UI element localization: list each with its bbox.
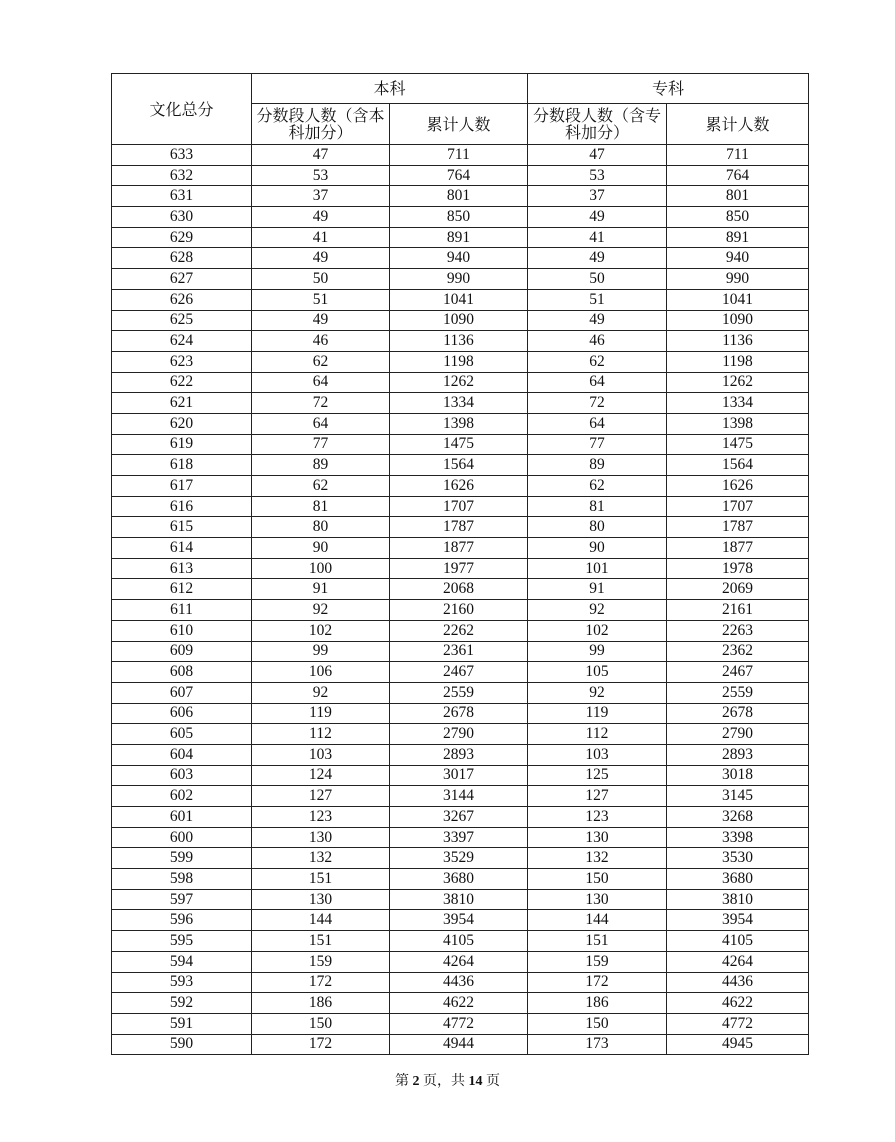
cell-undergrad-cumulative: 1877 xyxy=(390,538,528,559)
cell-junior-cumulative: 4105 xyxy=(667,931,809,952)
cell-junior-count: 105 xyxy=(528,662,667,683)
table-row xyxy=(112,310,809,331)
cell-undergrad-count: 172 xyxy=(252,1034,390,1055)
cell-junior-cumulative: 891 xyxy=(667,227,809,248)
cell-total-score: 591 xyxy=(112,1013,252,1034)
cell-undergrad-cumulative: 3267 xyxy=(390,807,528,828)
cell-total-score: 593 xyxy=(112,972,252,993)
cell-undergrad-count: 99 xyxy=(252,641,390,662)
footer-page-number: 2 xyxy=(412,1074,420,1089)
cell-total-score: 603 xyxy=(112,765,252,786)
cell-total-score: 612 xyxy=(112,579,252,600)
cell-junior-cumulative: 3530 xyxy=(667,848,809,869)
header-total-score: 文化总分 xyxy=(112,74,252,145)
cell-junior-cumulative: 2069 xyxy=(667,579,809,600)
cell-junior-count: 81 xyxy=(528,496,667,517)
cell-undergrad-count: 112 xyxy=(252,724,390,745)
cell-undergrad-count: 49 xyxy=(252,207,390,228)
cell-undergrad-cumulative: 711 xyxy=(390,145,528,166)
cell-junior-count: 51 xyxy=(528,289,667,310)
cell-undergrad-count: 41 xyxy=(252,227,390,248)
table-row xyxy=(112,248,809,269)
cell-total-score: 622 xyxy=(112,372,252,393)
cell-junior-cumulative: 4436 xyxy=(667,972,809,993)
table-row xyxy=(112,351,809,372)
footer-prefix: 第 xyxy=(395,1074,409,1089)
table-row xyxy=(112,807,809,828)
cell-undergrad-cumulative: 2262 xyxy=(390,620,528,641)
table-row xyxy=(112,1013,809,1034)
cell-undergrad-cumulative: 1090 xyxy=(390,310,528,331)
cell-junior-count: 49 xyxy=(528,248,667,269)
cell-junior-cumulative: 3810 xyxy=(667,889,809,910)
table-row xyxy=(112,558,809,579)
cell-junior-cumulative: 4772 xyxy=(667,1013,809,1034)
cell-junior-count: 64 xyxy=(528,413,667,434)
footer-total-pages: 14 xyxy=(468,1074,483,1089)
cell-total-score: 626 xyxy=(112,289,252,310)
cell-total-score: 610 xyxy=(112,620,252,641)
cell-undergrad-count: 89 xyxy=(252,455,390,476)
cell-undergrad-count: 102 xyxy=(252,620,390,641)
cell-undergrad-count: 119 xyxy=(252,703,390,724)
table-row xyxy=(112,662,809,683)
table-row xyxy=(112,786,809,807)
table-row xyxy=(112,827,809,848)
cell-undergrad-count: 62 xyxy=(252,476,390,497)
cell-junior-cumulative: 4622 xyxy=(667,993,809,1014)
cell-junior-count: 151 xyxy=(528,931,667,952)
cell-undergrad-cumulative: 1977 xyxy=(390,558,528,579)
cell-junior-count: 102 xyxy=(528,620,667,641)
cell-junior-cumulative: 2893 xyxy=(667,744,809,765)
cell-junior-count: 99 xyxy=(528,641,667,662)
cell-junior-count: 173 xyxy=(528,1034,667,1055)
cell-undergrad-count: 130 xyxy=(252,889,390,910)
table-row xyxy=(112,165,809,186)
cell-undergrad-cumulative: 2160 xyxy=(390,600,528,621)
cell-undergrad-count: 172 xyxy=(252,972,390,993)
cell-undergrad-cumulative: 990 xyxy=(390,269,528,290)
cell-undergrad-cumulative: 1398 xyxy=(390,413,528,434)
cell-junior-cumulative: 4945 xyxy=(667,1034,809,1055)
cell-undergrad-count: 46 xyxy=(252,331,390,352)
cell-total-score: 600 xyxy=(112,827,252,848)
cell-total-score: 629 xyxy=(112,227,252,248)
cell-total-score: 621 xyxy=(112,393,252,414)
cell-undergrad-cumulative: 891 xyxy=(390,227,528,248)
cell-undergrad-count: 123 xyxy=(252,807,390,828)
cell-junior-count: 127 xyxy=(528,786,667,807)
cell-junior-count: 144 xyxy=(528,910,667,931)
cell-undergrad-count: 144 xyxy=(252,910,390,931)
table-row xyxy=(112,600,809,621)
table-row xyxy=(112,744,809,765)
cell-total-score: 597 xyxy=(112,889,252,910)
cell-junior-count: 49 xyxy=(528,207,667,228)
cell-junior-cumulative: 850 xyxy=(667,207,809,228)
cell-total-score: 607 xyxy=(112,682,252,703)
cell-junior-count: 72 xyxy=(528,393,667,414)
header-junior-cumulative: 累计人数 xyxy=(667,104,809,145)
cell-junior-count: 159 xyxy=(528,951,667,972)
cell-junior-count: 92 xyxy=(528,600,667,621)
score-distribution-table xyxy=(111,73,809,1055)
cell-junior-count: 103 xyxy=(528,744,667,765)
cell-junior-count: 80 xyxy=(528,517,667,538)
cell-total-score: 611 xyxy=(112,600,252,621)
cell-junior-cumulative: 1787 xyxy=(667,517,809,538)
cell-total-score: 623 xyxy=(112,351,252,372)
cell-undergrad-count: 51 xyxy=(252,289,390,310)
cell-undergrad-cumulative: 2790 xyxy=(390,724,528,745)
cell-junior-cumulative: 2678 xyxy=(667,703,809,724)
cell-undergrad-cumulative: 3954 xyxy=(390,910,528,931)
cell-total-score: 609 xyxy=(112,641,252,662)
cell-junior-cumulative: 1877 xyxy=(667,538,809,559)
cell-junior-count: 172 xyxy=(528,972,667,993)
cell-junior-count: 91 xyxy=(528,579,667,600)
cell-total-score: 608 xyxy=(112,662,252,683)
cell-junior-cumulative: 1475 xyxy=(667,434,809,455)
cell-junior-count: 150 xyxy=(528,1013,667,1034)
cell-undergrad-cumulative: 1198 xyxy=(390,351,528,372)
cell-undergrad-count: 150 xyxy=(252,1013,390,1034)
table-row xyxy=(112,186,809,207)
cell-undergrad-cumulative: 4944 xyxy=(390,1034,528,1055)
cell-total-score: 627 xyxy=(112,269,252,290)
cell-junior-cumulative: 2467 xyxy=(667,662,809,683)
page-footer xyxy=(0,1070,895,1090)
cell-undergrad-cumulative: 2467 xyxy=(390,662,528,683)
cell-undergrad-count: 50 xyxy=(252,269,390,290)
cell-junior-count: 62 xyxy=(528,351,667,372)
cell-undergrad-count: 106 xyxy=(252,662,390,683)
cell-undergrad-count: 92 xyxy=(252,600,390,621)
cell-junior-cumulative: 764 xyxy=(667,165,809,186)
cell-undergrad-count: 81 xyxy=(252,496,390,517)
cell-undergrad-count: 62 xyxy=(252,351,390,372)
table-row xyxy=(112,641,809,662)
cell-total-score: 592 xyxy=(112,993,252,1014)
cell-undergrad-cumulative: 2068 xyxy=(390,579,528,600)
table-row xyxy=(112,910,809,931)
cell-total-score: 616 xyxy=(112,496,252,517)
table-row xyxy=(112,227,809,248)
cell-junior-cumulative: 1041 xyxy=(667,289,809,310)
cell-undergrad-cumulative: 3810 xyxy=(390,889,528,910)
table-row xyxy=(112,538,809,559)
cell-total-score: 618 xyxy=(112,455,252,476)
cell-undergrad-cumulative: 2678 xyxy=(390,703,528,724)
cell-total-score: 620 xyxy=(112,413,252,434)
cell-junior-cumulative: 1978 xyxy=(667,558,809,579)
cell-junior-cumulative: 711 xyxy=(667,145,809,166)
table-row xyxy=(112,931,809,952)
table-row xyxy=(112,951,809,972)
cell-undergrad-count: 127 xyxy=(252,786,390,807)
cell-junior-cumulative: 3018 xyxy=(667,765,809,786)
table-row xyxy=(112,476,809,497)
cell-undergrad-cumulative: 2893 xyxy=(390,744,528,765)
cell-undergrad-cumulative: 2559 xyxy=(390,682,528,703)
cell-junior-cumulative: 1564 xyxy=(667,455,809,476)
cell-junior-cumulative: 1334 xyxy=(667,393,809,414)
cell-junior-count: 64 xyxy=(528,372,667,393)
cell-junior-cumulative: 2559 xyxy=(667,682,809,703)
cell-undergrad-cumulative: 4264 xyxy=(390,951,528,972)
cell-undergrad-count: 151 xyxy=(252,869,390,890)
table-row xyxy=(112,145,809,166)
cell-total-score: 594 xyxy=(112,951,252,972)
cell-undergrad-cumulative: 1262 xyxy=(390,372,528,393)
cell-total-score: 596 xyxy=(112,910,252,931)
header-junior-group: 专科 xyxy=(528,74,809,104)
cell-junior-cumulative: 2161 xyxy=(667,600,809,621)
cell-junior-count: 119 xyxy=(528,703,667,724)
footer-middle: 页，共 xyxy=(423,1074,465,1089)
table-body xyxy=(112,145,809,1055)
table-row xyxy=(112,620,809,641)
cell-junior-cumulative: 1707 xyxy=(667,496,809,517)
cell-total-score: 630 xyxy=(112,207,252,228)
cell-undergrad-cumulative: 4622 xyxy=(390,993,528,1014)
cell-junior-count: 101 xyxy=(528,558,667,579)
table-row xyxy=(112,703,809,724)
cell-junior-cumulative: 1090 xyxy=(667,310,809,331)
table-row xyxy=(112,413,809,434)
cell-undergrad-cumulative: 3397 xyxy=(390,827,528,848)
table-row xyxy=(112,496,809,517)
cell-undergrad-cumulative: 4105 xyxy=(390,931,528,952)
cell-undergrad-cumulative: 2361 xyxy=(390,641,528,662)
cell-total-score: 590 xyxy=(112,1034,252,1055)
cell-undergrad-cumulative: 1041 xyxy=(390,289,528,310)
cell-total-score: 604 xyxy=(112,744,252,765)
cell-undergrad-count: 64 xyxy=(252,413,390,434)
cell-undergrad-count: 92 xyxy=(252,682,390,703)
cell-undergrad-cumulative: 3529 xyxy=(390,848,528,869)
cell-total-score: 595 xyxy=(112,931,252,952)
cell-undergrad-count: 47 xyxy=(252,145,390,166)
cell-junior-count: 41 xyxy=(528,227,667,248)
cell-junior-cumulative: 940 xyxy=(667,248,809,269)
cell-undergrad-count: 186 xyxy=(252,993,390,1014)
cell-junior-cumulative: 3268 xyxy=(667,807,809,828)
footer-suffix: 页 xyxy=(486,1074,500,1089)
cell-junior-cumulative: 3145 xyxy=(667,786,809,807)
header-undergrad-count: 分数段人数（含本科加分） xyxy=(252,104,390,145)
cell-junior-count: 89 xyxy=(528,455,667,476)
header-junior-count: 分数段人数（含专科加分） xyxy=(528,104,667,145)
table-header xyxy=(112,74,809,145)
cell-undergrad-count: 53 xyxy=(252,165,390,186)
cell-undergrad-cumulative: 4436 xyxy=(390,972,528,993)
cell-total-score: 614 xyxy=(112,538,252,559)
cell-total-score: 598 xyxy=(112,869,252,890)
cell-junior-cumulative: 1136 xyxy=(667,331,809,352)
cell-undergrad-count: 91 xyxy=(252,579,390,600)
cell-junior-count: 90 xyxy=(528,538,667,559)
cell-junior-cumulative: 3398 xyxy=(667,827,809,848)
cell-junior-count: 37 xyxy=(528,186,667,207)
cell-junior-count: 53 xyxy=(528,165,667,186)
cell-total-score: 601 xyxy=(112,807,252,828)
cell-total-score: 617 xyxy=(112,476,252,497)
cell-junior-cumulative: 3680 xyxy=(667,869,809,890)
cell-junior-count: 62 xyxy=(528,476,667,497)
cell-junior-cumulative: 3954 xyxy=(667,910,809,931)
cell-junior-count: 123 xyxy=(528,807,667,828)
cell-undergrad-cumulative: 1136 xyxy=(390,331,528,352)
header-undergrad-group: 本科 xyxy=(252,74,528,104)
cell-total-score: 632 xyxy=(112,165,252,186)
cell-undergrad-cumulative: 801 xyxy=(390,186,528,207)
table-row xyxy=(112,455,809,476)
cell-junior-cumulative: 2263 xyxy=(667,620,809,641)
cell-total-score: 613 xyxy=(112,558,252,579)
cell-undergrad-cumulative: 1707 xyxy=(390,496,528,517)
cell-junior-cumulative: 2790 xyxy=(667,724,809,745)
cell-total-score: 605 xyxy=(112,724,252,745)
table-row xyxy=(112,579,809,600)
cell-undergrad-count: 100 xyxy=(252,558,390,579)
cell-undergrad-count: 124 xyxy=(252,765,390,786)
table-row xyxy=(112,869,809,890)
cell-total-score: 631 xyxy=(112,186,252,207)
cell-undergrad-count: 132 xyxy=(252,848,390,869)
cell-undergrad-cumulative: 1564 xyxy=(390,455,528,476)
cell-total-score: 606 xyxy=(112,703,252,724)
table-row xyxy=(112,289,809,310)
cell-total-score: 624 xyxy=(112,331,252,352)
cell-undergrad-cumulative: 1475 xyxy=(390,434,528,455)
table-row xyxy=(112,848,809,869)
cell-undergrad-count: 103 xyxy=(252,744,390,765)
cell-undergrad-count: 77 xyxy=(252,434,390,455)
cell-undergrad-count: 130 xyxy=(252,827,390,848)
table-row xyxy=(112,889,809,910)
cell-junior-count: 47 xyxy=(528,145,667,166)
cell-undergrad-cumulative: 3680 xyxy=(390,869,528,890)
cell-undergrad-count: 159 xyxy=(252,951,390,972)
cell-junior-count: 49 xyxy=(528,310,667,331)
table-row xyxy=(112,765,809,786)
cell-junior-count: 50 xyxy=(528,269,667,290)
header-undergrad-cumulative: 累计人数 xyxy=(390,104,528,145)
cell-undergrad-count: 80 xyxy=(252,517,390,538)
cell-undergrad-cumulative: 3017 xyxy=(390,765,528,786)
cell-undergrad-count: 72 xyxy=(252,393,390,414)
cell-junior-cumulative: 1398 xyxy=(667,413,809,434)
table-row xyxy=(112,372,809,393)
table-row xyxy=(112,331,809,352)
cell-junior-count: 130 xyxy=(528,827,667,848)
cell-total-score: 619 xyxy=(112,434,252,455)
table-row xyxy=(112,269,809,290)
table-row xyxy=(112,434,809,455)
cell-junior-cumulative: 2362 xyxy=(667,641,809,662)
cell-junior-cumulative: 1626 xyxy=(667,476,809,497)
cell-undergrad-count: 151 xyxy=(252,931,390,952)
cell-junior-count: 77 xyxy=(528,434,667,455)
cell-undergrad-cumulative: 1787 xyxy=(390,517,528,538)
cell-total-score: 599 xyxy=(112,848,252,869)
table-row xyxy=(112,1034,809,1055)
cell-junior-count: 150 xyxy=(528,869,667,890)
cell-undergrad-cumulative: 764 xyxy=(390,165,528,186)
table-row xyxy=(112,207,809,228)
cell-junior-count: 125 xyxy=(528,765,667,786)
cell-total-score: 602 xyxy=(112,786,252,807)
table-row xyxy=(112,393,809,414)
cell-junior-count: 132 xyxy=(528,848,667,869)
cell-junior-cumulative: 4264 xyxy=(667,951,809,972)
cell-undergrad-cumulative: 1334 xyxy=(390,393,528,414)
cell-total-score: 633 xyxy=(112,145,252,166)
cell-junior-count: 186 xyxy=(528,993,667,1014)
cell-undergrad-count: 90 xyxy=(252,538,390,559)
cell-junior-cumulative: 1198 xyxy=(667,351,809,372)
cell-total-score: 628 xyxy=(112,248,252,269)
cell-undergrad-cumulative: 3144 xyxy=(390,786,528,807)
cell-total-score: 625 xyxy=(112,310,252,331)
cell-junior-count: 92 xyxy=(528,682,667,703)
table-row xyxy=(112,517,809,538)
cell-junior-count: 130 xyxy=(528,889,667,910)
cell-total-score: 615 xyxy=(112,517,252,538)
cell-undergrad-cumulative: 4772 xyxy=(390,1013,528,1034)
cell-undergrad-count: 49 xyxy=(252,310,390,331)
cell-junior-cumulative: 1262 xyxy=(667,372,809,393)
table-row xyxy=(112,993,809,1014)
cell-junior-count: 112 xyxy=(528,724,667,745)
cell-undergrad-count: 64 xyxy=(252,372,390,393)
cell-undergrad-count: 37 xyxy=(252,186,390,207)
cell-undergrad-cumulative: 850 xyxy=(390,207,528,228)
table-row xyxy=(112,682,809,703)
table-row xyxy=(112,724,809,745)
cell-junior-cumulative: 801 xyxy=(667,186,809,207)
cell-undergrad-cumulative: 940 xyxy=(390,248,528,269)
cell-junior-cumulative: 990 xyxy=(667,269,809,290)
table-row xyxy=(112,972,809,993)
cell-undergrad-count: 49 xyxy=(252,248,390,269)
cell-undergrad-cumulative: 1626 xyxy=(390,476,528,497)
cell-junior-count: 46 xyxy=(528,331,667,352)
